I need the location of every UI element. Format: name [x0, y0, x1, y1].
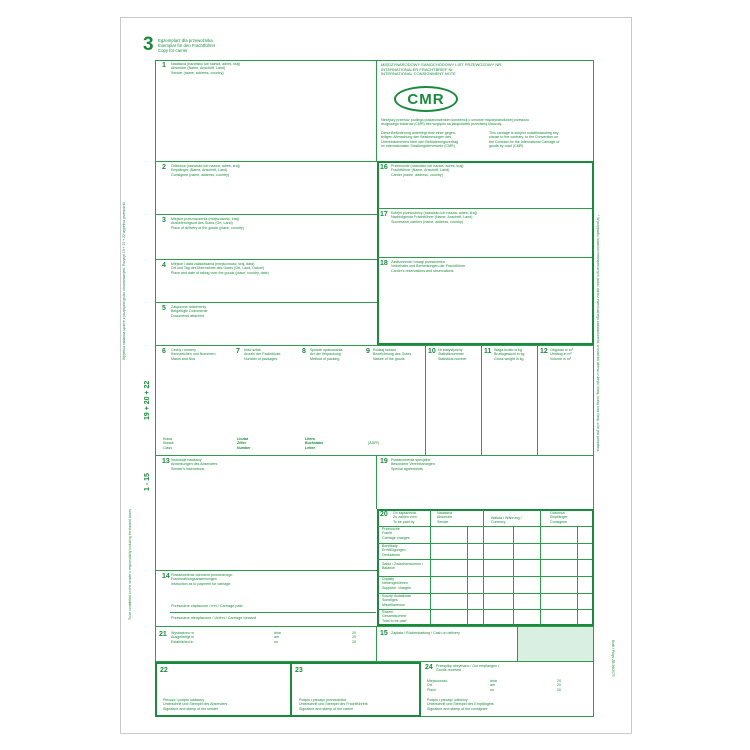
convention-de: Diese Beförderung unterliegt trotz einer gegen- teiligen Abmachung den Bestimmungen des Übereinkommens über den Beförderungsvertrag im internationalen Straßengüterverkehr (CMR)	[381, 131, 459, 148]
cmr-logo: CMR	[394, 86, 458, 112]
box-4-number: 4	[162, 262, 166, 269]
box-24-place-label: Miejscowość Ort Place	[427, 679, 448, 692]
box-14-number: 14	[162, 573, 170, 580]
adr-letter-label: Litera Buchstabe Letter	[305, 437, 324, 450]
box-12-label[interactable]: Objętość w m³ Umfang in m³ Volume in m³	[550, 348, 573, 361]
charges-row-carriage: Przewoźne Fracht Carriage charges	[382, 527, 410, 540]
box-10-label[interactable]: Nr statystyczny Statistiknummer Statistical number	[438, 348, 467, 361]
margin-note-right: * W przypadku towarów niebezpiecznych podać oprócz ewentualnego zaświadczenia, w ostatnim wierszu rubryki: klasę, liczbę oraz literę, o ile jest potrzebna.	[596, 215, 600, 453]
box-21-year-label: 20 20 20	[352, 631, 356, 644]
box-8-label[interactable]: Sposób opakowania Art der Verpackung Method of packing	[310, 348, 343, 361]
charges-row-misc: Koszty dodatkowe Sonstiges Miscellaneous	[382, 594, 412, 607]
charges-row-total: Razem Gesamtsumme Total to be paid	[382, 610, 407, 623]
charges-row-balance: Saldo / Zwischensumme / Balance	[382, 562, 424, 571]
box-18-number: 18	[380, 260, 388, 267]
box-21-date-label: dnia am on	[274, 631, 281, 644]
adr-label: (ADR*)	[368, 441, 380, 445]
box-1-number: 1	[162, 62, 166, 69]
box-9-number: 9	[366, 348, 370, 355]
section-1-15: 1 - 15	[144, 473, 151, 491]
convention-pl: Niniejszy przewóz podlega postanowieniom konwencji o umowie międzynarodowej przewozu drogowego towarów (CMR) bez względu na jakąkolwiek przeciwną klauzulę.	[381, 118, 530, 127]
adr-class-label: Klasa Klasse Class	[163, 437, 174, 450]
box-15-label[interactable]: Zapłata / Rückerstattung / Cash on delivery	[391, 631, 460, 635]
box-17-number: 17	[380, 211, 388, 218]
box-1-label[interactable]: Nadawca (nazwisko lub nazwa, adres, kraj) Absender (Name, Anschrift, Land) Sender (name, address, country)	[171, 62, 241, 75]
box-4-label[interactable]: Miejsce i data załadowania (miejscowość, kraj, data) Ort und Tag der Übernahme des Gutes (Ort, Land, Datum) Place and date of taking over the goods (place, country, date)	[171, 262, 269, 275]
box-22-number: 22	[160, 667, 168, 674]
cod-amount-field[interactable]	[518, 627, 593, 661]
box-18-label[interactable]: Zastrzeżenia i uwagi przewoźnika Vorbehalte und Bemerkungen der Frachtführer Carrier's reservations and observations	[391, 260, 466, 273]
copy-labels: Egzemplarz dla przewoźnika Exemplar für den Frachtführer Copy for carrier	[158, 38, 216, 53]
box-9-label[interactable]: Rodzaj towaru Bezeichnung des Gutes Nature of the goods	[373, 348, 412, 361]
box-11-label[interactable]: Waga brutto w kg Bruttogewicht in kg Gross weight in kg	[494, 348, 525, 361]
box-21-number: 21	[159, 631, 167, 638]
box-20-number: 20	[380, 511, 388, 518]
charges-header-consignee: Odbiorca Empfänger Consignee	[550, 511, 568, 524]
box-23-label[interactable]: Podpis i pieczęć przewoźnika Unterschrift und Stempel des Frachtführers Signature and stamp of the carrier	[299, 698, 368, 711]
box-16-number: 16	[380, 164, 388, 171]
box-10-number: 10	[428, 348, 436, 355]
copy-number: 3	[143, 34, 154, 55]
section-19-20-22: 19 + 20 + 22	[144, 380, 151, 420]
box-19-label[interactable]: Postanowienia specjalne Besondere Vereinbarungen Special agreements	[391, 458, 435, 471]
charges-row-supplements: Dopłaty Nebengebühren Supplem. charges	[382, 577, 411, 590]
box-17-label[interactable]: Kolejni przewoźnicy (nazwisko lub nazwa, adres, kraj) Nachfolgende Frachtführer (Name, Anschrift, Land) Successive carriers (name, address, country)	[391, 211, 477, 224]
box-21-label[interactable]: Wystawiono w Ausgefertigt in Established in	[171, 631, 194, 644]
box-14-label[interactable]: Postanowienia odnośnie przewoźnego Frachtzahlungsanweisungen Instruction as to payment for carriage	[171, 573, 233, 586]
box-11-number: 11	[484, 348, 492, 355]
box-13-label[interactable]: Instrukcje nadawcy Anweisungen des Absenders Sender's instructions	[171, 458, 218, 471]
box-12-number: 12	[540, 348, 548, 355]
box-7-label[interactable]: Ilość sztuk Anzahl der Packstücke Number of packages	[244, 348, 281, 361]
charges-row-deductions: Bonifikaty Ermäßigungen Deductions	[382, 544, 406, 557]
form-code: Kraft / Polyv ZB 56/2070	[611, 640, 615, 677]
box-2-label[interactable]: Odbiorca (nazwisko lub nazwa, adres, kraj) Empfänger (Name, Anschrift, Land) Consignee (name, address, country)	[171, 164, 240, 177]
box-15-number: 15	[380, 630, 388, 637]
margin-note-left-a: Wypełnia nadawca łącznie z pozycjami grubo obramowanymi. Pozycje 19 + 20 + 22 wypełnia przewoźnik	[122, 202, 126, 360]
box-20-label: Do zapłacenia Zu zahlen vom To be paid by	[393, 511, 417, 524]
box-23-number: 23	[295, 667, 303, 674]
box-7-number: 7	[236, 348, 240, 355]
box-24-number: 24	[425, 664, 433, 671]
box-22-label[interactable]: Pieczęć i podpis nadawcy Unterschrift und Stempel des Absenders Signature and stamp of the sender	[163, 698, 228, 711]
box-2-number: 2	[162, 164, 166, 171]
box-5-label[interactable]: Załączone dokumenty Beigefügte Dokumente Documents attached	[171, 305, 208, 318]
carrier-frame	[377, 161, 594, 345]
margin-note-left-b: To be completed on the sender's responsibility including the framed boxes	[128, 509, 132, 620]
adr-number-label: Liczba Ziffer Number	[237, 437, 251, 450]
box-19-number: 19	[380, 458, 388, 465]
box-3-label[interactable]: Miejsce przeznaczenia (miejscowość, kraj) Auslieferungsort des Gutes (Ort, Land) Place of delivery of the goods (place, country)	[171, 217, 244, 230]
box-6-number: 6	[162, 348, 166, 355]
box-3-number: 3	[162, 217, 166, 224]
box-24-date-label: dnia am on	[490, 679, 497, 692]
box-6-label[interactable]: Cechy i numery Kennzeichen und Nummern Marks and Nos	[171, 348, 216, 361]
carriage-forward-label[interactable]: Przewoźne nieopłacone / Unfrei / Carriage forward	[171, 616, 257, 620]
header-title: MIĘDZYNARODOWY SAMOCHODOWY LIST PRZEWOZOWY NR INTERNATIONALER FRACHTBRIEF Nr. INTERNATIONAL CONSIGNMENT NOTE	[381, 62, 502, 77]
convention-en: This carriage is subject notwithstanding any clause to the contrary, to the Convention on the Contract for the International Carriage of goods by road (CMR)	[489, 131, 560, 148]
box-24-signature-label: Podpis i pieczęć odbiorcy Unterschrift und Stempel des Empfängers Signature and stamp of the consignee	[427, 698, 494, 711]
box-24-year-label: 20 20 20	[557, 679, 561, 692]
carriage-paid-label[interactable]: Przewoźne zapłacone / frei / Carriage paid	[171, 604, 243, 608]
box-8-number: 8	[302, 348, 306, 355]
charges-header-sender: Nadawca Absender Sender	[437, 511, 453, 524]
box-24-label[interactable]: Przesyłkę otrzymano / Gut empfangen / Goods received	[436, 664, 500, 673]
box-5-number: 5	[162, 305, 166, 312]
charges-header-currency: Waluta / Währung / Currency	[491, 516, 522, 525]
box-16-label[interactable]: Przewoźnik (nazwisko lub nazwa, adres, kraj) Frachtführer (Name, Anschrift, Land) Carrier (name, address, country)	[391, 164, 464, 177]
box-13-number: 13	[162, 458, 170, 465]
